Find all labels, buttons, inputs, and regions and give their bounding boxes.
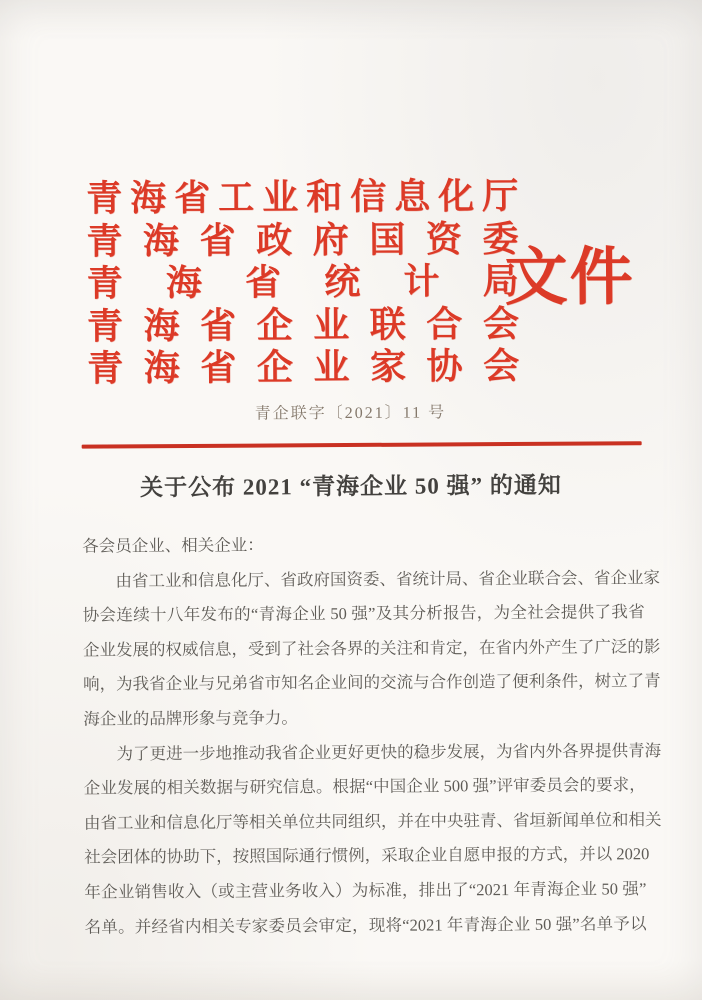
document-number: 青企联字〔2021〕11 号 — [254, 404, 447, 423]
body-line: 为了更进一步地推动我省企业更好更快的稳步发展，为省内外各界提供青海 — [116, 740, 662, 763]
letterhead — [86, 175, 519, 390]
body-line: 年企业销售收入（或主营业务收入）为标准，排出了“2021 年青海企业 50 强” — [84, 879, 647, 902]
letterhead-org-line-3: 青海省统计局 — [86, 260, 519, 304]
document-title: 关于公布 2021 “青海企业 50 强” 的通知 — [139, 472, 562, 501]
body-line: 社会团体的协助下，按照国际通行惯例，采取企业自愿申报的方式，并以 2020 — [84, 844, 650, 867]
letterhead-org-line-1: 青海省工业和信息化厅 — [86, 175, 519, 219]
body-line: 名单。并经省内相关专家委员会审定，现将“2021 年青海企业 50 强”名单予以 — [84, 913, 647, 937]
body-line: 由省工业和信息化厅等相关单位共同组织，并在中央驻青、省垣新闻单位和相关 — [83, 809, 662, 833]
body-line: 海企业的品牌形象与竞争力。 — [83, 708, 298, 729]
document-mark-wenjian: 文件 — [504, 242, 635, 314]
body-line: 协会连续十八年发布的“青海企业 50 强”及其分析报告，为全社会提供了我省 — [82, 602, 645, 625]
body-line: 响，为我省企业与兄弟省市知名企业间的交流与合作创造了便利条件，树立了青 — [83, 671, 661, 695]
body-line: 企业发展的权威信息，受到了社会各界的关注和肯定，在省内外产生了广泛的影 — [82, 636, 661, 660]
salutation-line: 各会员企业、相关企业： — [82, 535, 264, 556]
body-line: 企业发展的相关数据与研究信息。根据“中国企业 500 强”评审委员会的要求， — [83, 775, 646, 798]
body-line: 由省工业和信息化厅、省政府国资委、省统计局、省企业联合会、省企业家 — [115, 567, 661, 591]
letterhead-org-line-4: 青海省企业联合会 — [86, 303, 520, 347]
letterhead-org-line-2: 青海省政府国资委 — [86, 218, 519, 262]
red-divider-rule — [82, 441, 642, 448]
document-body — [82, 526, 662, 945]
letterhead-org-line-5: 青海省企业家协会 — [87, 345, 520, 389]
